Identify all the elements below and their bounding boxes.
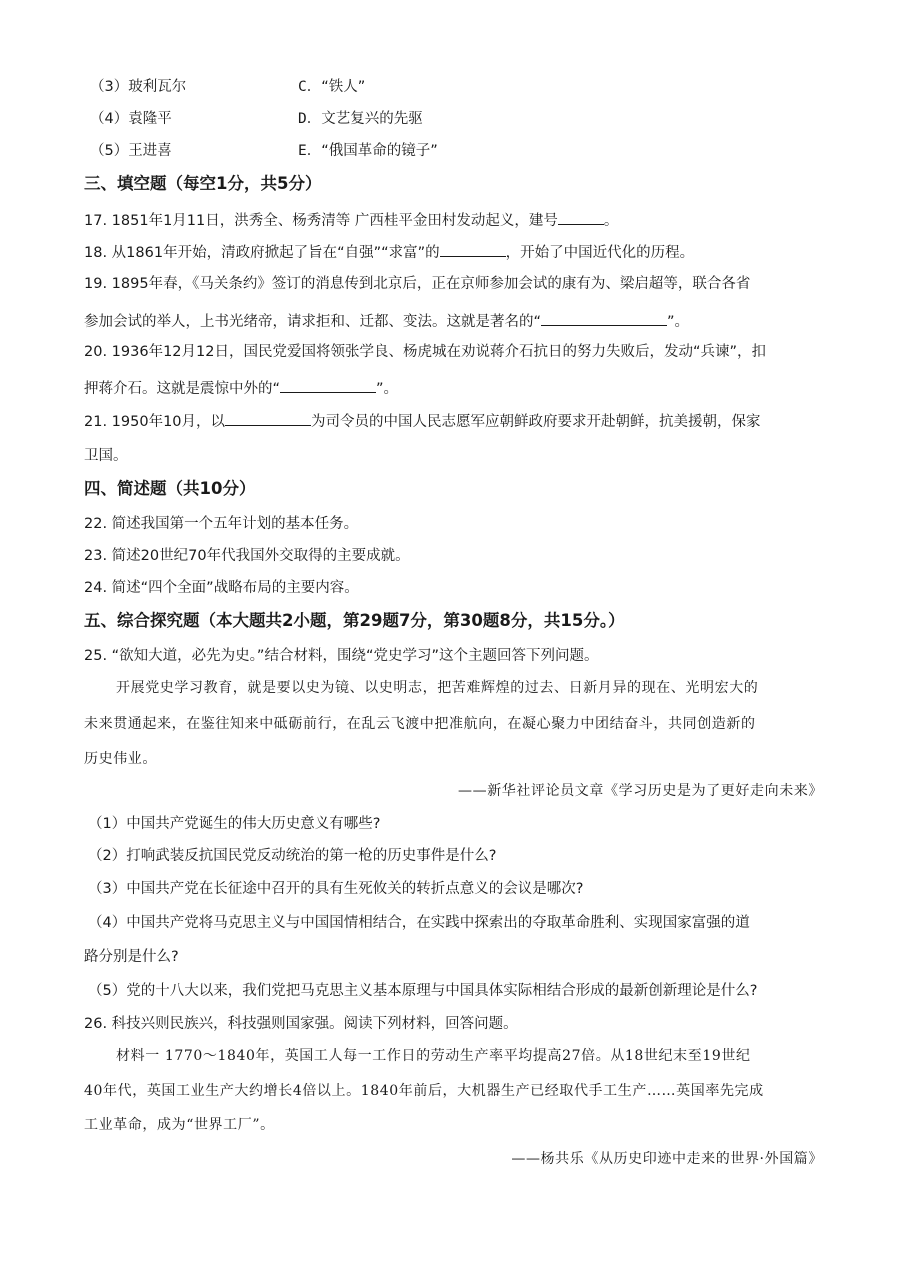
option-text: “铁人” — [321, 79, 366, 95]
q20-text-end: ”。 — [376, 381, 399, 397]
q26-material-line: 40年代，英国工业生产大约增长4倍以上。1840年前后，大机器生产已经取代手工生产……英国率先完成 — [84, 1083, 764, 1099]
q26-source: ——杨共乐《从历史印迹中走来的世界·外国篇》 — [511, 1151, 823, 1167]
q25-sub-3: （3）中国共产党在长征途中召开的具有生死攸关的转折点意义的会议是哪次? — [88, 881, 584, 897]
question-26: 26. 科技兴则民族兴，科技强则国家强。阅读下列材料，回答问题。 — [84, 1016, 518, 1032]
q21-text: 21. 1950年10月，以 — [84, 414, 226, 430]
q25-source: ——新华社评论员文章《学习历史是为了更好走向未来》 — [458, 783, 823, 799]
q20-text: 押蒋介石。这就是震惊中外的“ — [84, 381, 281, 397]
question-24: 24. 简述“四个全面”战略布局的主要内容。 — [84, 580, 359, 596]
match-right-e — [298, 141, 438, 161]
question-25: 25. “欲知大道，必先为史。”结合材料，围绕“党史学习”这个主题回答下列问题。 — [84, 648, 599, 664]
q18-text: 18. 从1861年开始，清政府掀起了旨在“自强”“求富”的 — [84, 245, 440, 261]
match-right-d — [298, 109, 423, 129]
question-18 — [84, 241, 694, 263]
question-19-cont — [84, 310, 689, 332]
match-left-3: （3）玻利瓦尔 — [90, 79, 187, 95]
section-3-heading: 三、填空题（每空1分，共5分） — [84, 174, 322, 193]
answer-blank[interactable] — [558, 209, 604, 225]
option-text: “俄国革命的镜子” — [321, 143, 438, 159]
question-23: 23. 简述20世纪70年代我国外交取得的主要成就。 — [84, 548, 410, 564]
question-21 — [84, 410, 761, 432]
q19-text: 参加会试的举人，上书光绪帝，请求拒和、迁都、变法。这就是著名的“ — [84, 314, 542, 330]
q26-material-line: 材料一 1770～1840年，英国工人每一工作日的劳动生产率平均提高27倍。从18世纪末至19世纪 — [116, 1048, 751, 1064]
q25-sub-4-cont: 路分别是什么? — [84, 949, 179, 965]
q18-text-end: ，开始了中国近代化的历程。 — [505, 245, 695, 261]
q25-sub-5: （5）党的十八大以来，我们党把马克思主义基本原理与中国具体实际相结合形成的最新创新理论是什么? — [88, 983, 758, 999]
question-17 — [84, 209, 618, 231]
q25-sub-1: （1）中国共产党诞生的伟大历史意义有哪些? — [88, 816, 381, 832]
q25-material-line: 未来贯通起来，在鉴往知来中砥砺前行，在乱云飞渡中把准航向，在凝心聚力中团结奋斗，共同创造新的 — [84, 716, 756, 732]
match-left-5: （5）王进喜 — [90, 143, 172, 159]
question-20-cont — [84, 377, 398, 399]
match-right-c — [298, 77, 365, 97]
answer-blank[interactable] — [225, 410, 311, 426]
match-left-4: （4）袁隆平 — [90, 111, 172, 127]
question-19: 19. 1895年春，《马关条约》签订的消息传到北京后，正在京师参加会试的康有为、梁启超等，联合各省 — [84, 276, 751, 292]
q25-sub-4: （4）中国共产党将马克思主义与中国国情相结合，在实践中探索出的夺取革命胜利、实现国家富强的道 — [88, 915, 750, 931]
q19-text-end: ”。 — [667, 314, 690, 330]
option-text: 文艺复兴的先驱 — [321, 111, 423, 127]
answer-blank[interactable] — [280, 377, 376, 393]
answer-blank[interactable] — [541, 310, 667, 326]
option-letter: D． — [298, 111, 322, 127]
section-4-heading: 四、简述题（共10分） — [84, 479, 256, 498]
option-letter: C． — [298, 79, 322, 95]
q25-material-line: 历史伟业。 — [84, 751, 157, 767]
option-letter: E． — [298, 143, 322, 159]
question-21-cont: 卫国。 — [84, 448, 128, 464]
answer-blank[interactable] — [440, 241, 506, 257]
q21-text-end: 为司令员的中国人民志愿军应朝鲜政府要求开赴朝鲜，抗美援朝，保家 — [311, 414, 761, 430]
question-22: 22. 简述我国第一个五年计划的基本任务。 — [84, 516, 359, 532]
q26-material-line: 工业革命，成为“世界工厂”。 — [84, 1117, 275, 1133]
question-20: 20. 1936年12月12日，国民党爱国将领张学良、杨虎城在劝说蒋介石抗日的努力失败后，发动“兵谏”，扣 — [84, 344, 766, 360]
q25-material-line: 开展党史学习教育，就是要以史为镜、以史明志，把苦难辉煌的过去、日新月异的现在、光明宏大的 — [116, 680, 759, 696]
q17-text: 17. 1851年1月11日，洪秀全、杨秀清等 广西桂平金田村发动起义，建号 — [84, 213, 558, 229]
section-5-heading: 五、综合探究题（本大题共2小题，第29题7分，第30题8分，共15分。） — [84, 611, 625, 630]
q25-sub-2: （2）打响武装反抗国民党反动统治的第一枪的历史事件是什么? — [88, 848, 497, 864]
q17-text-end: 。 — [603, 213, 619, 229]
